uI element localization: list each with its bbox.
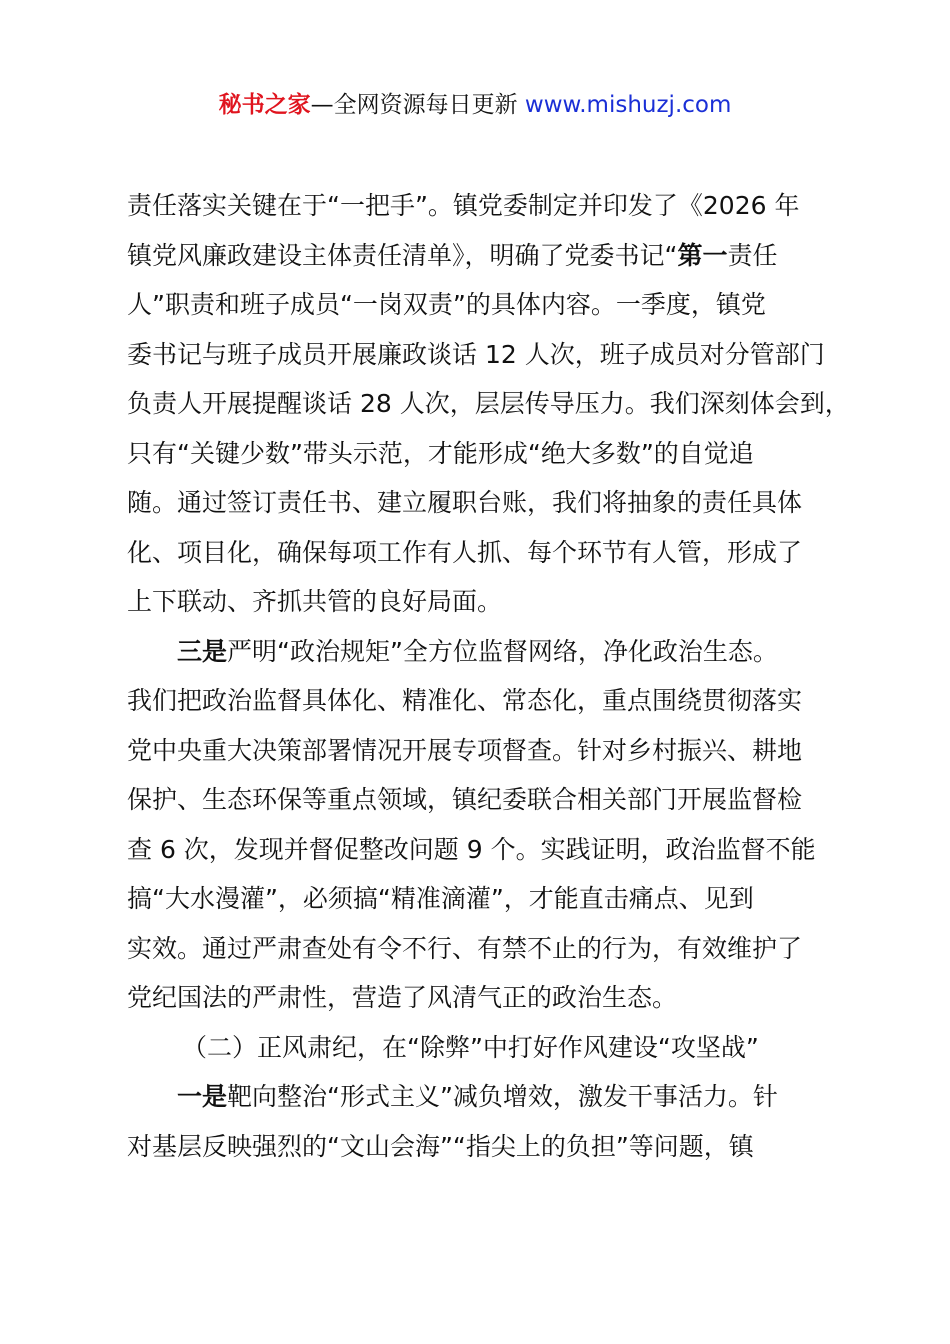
text-line: 随。通过签订责任书、建立履职台账，我们将抽象的责任具体 [127,488,803,517]
text-line [127,627,847,677]
text-line: 上下联动、齐抓共管的良好局面。 [127,587,503,616]
text-line [127,1072,847,1122]
brand-name: 秘书之家 [218,92,311,118]
text-line: 人”职责和班子成员“一岗双责”的具体内容。一季度，镇党 [127,290,766,319]
paragraph-responsibility [127,181,850,627]
text-line: 责任落实关键在于“一把手”。镇党委制定并印发了《2026 年 [127,191,800,220]
bold-text: 第一 [677,240,728,270]
text-line: 党纪国法的严肃性，营造了风清气正的政治生态。 [127,983,678,1012]
header-tagline: —全网资源每日更新 [310,92,525,118]
text-line: 搞“大水漫灌”，必须搞“精准滴灌”，才能直击痛点、见到 [127,884,754,913]
text-line: 我们把政治监督具体化、精准化、常态化，重点围绕贯彻落实 [127,686,803,715]
text-line: 只有“关键少数”带头示范，才能形成“绝大多数”的自觉追 [127,438,754,468]
bold-lead: 一是 [177,1082,228,1111]
text-line: 党中央重大决策部署情况开展专项督查。针对乡村振兴、耕地 [127,735,803,765]
text-line: 查 6 次，发现并督促整改问题 9 个。实践证明，政治监督不能 [127,834,816,864]
bold-lead: 三是 [177,636,228,666]
text-run: 责任 [727,240,778,270]
text-line: 保护、生态环保等重点领域，镇纪委联合相关部门开展监督检 [127,785,803,814]
text-run: 靶向整治“形式主义”减负增效，激发干事活力。针 [227,1082,778,1111]
paragraph-formalism [127,1072,847,1171]
text-line: 对基层反映强烈的“文山会海”“指尖上的负担”等问题，镇 [127,1131,754,1161]
text-line [127,231,847,281]
document-body [127,181,850,1171]
text-run: 镇党风廉政建设主体责任清单》，明确了党委书记“ [127,240,678,270]
text-line: 委书记与班子成员开展廉政谈话 12 人次，班子成员对分管部门 [127,339,825,369]
text-line: 化、项目化，确保每项工作有人抓、每个环节有人管，形成了 [127,537,803,567]
paragraph-political-supervision [127,627,847,1023]
site-url-link[interactable]: www.mishuzj.com [524,92,732,118]
text-line: 实效。通过严肃查处有令不行、有禁不止的行为，有效维护了 [127,933,803,963]
page-header [0,88,950,122]
section-heading: （二）正风肃纪，在“除弊”中打好作风建设“攻坚战” [182,1032,759,1062]
text-line: 负责人开展提醒谈话 28 人次，层层传导压力。我们深刻体会到， [127,389,850,418]
text-run: 严明“政治规矩”全方位监督网络，净化政治生态。 [227,636,778,666]
